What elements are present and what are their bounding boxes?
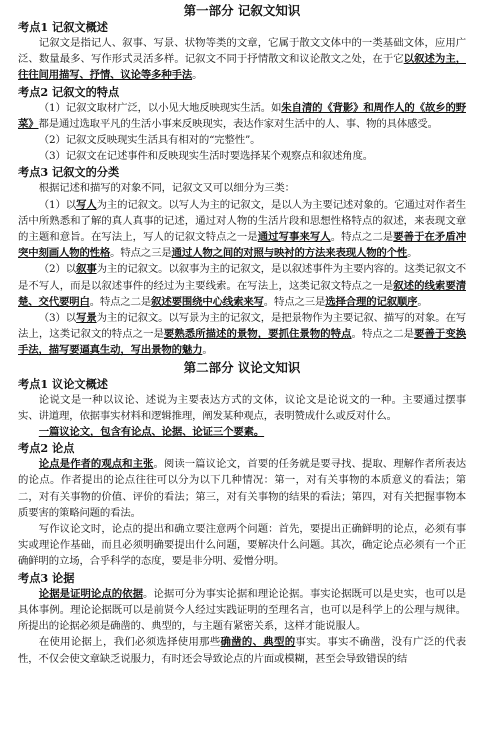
key-point: 要善于在矛盾冲突中刻画人物的性格	[18, 231, 467, 260]
text: （1）以	[38, 198, 77, 211]
part1-s2-item3: （3）记叙文在记述事件和反映现实生活时要选择某个观察点和叙述角度。	[38, 150, 373, 163]
key-point: 通过人物之间的对照与映衬的方法来表现人物的个性	[171, 247, 408, 260]
key-point: 要善于变换手法，描写要逼真生动，写出景物的魅力	[18, 328, 467, 357]
key-point: 选择合理的记叙顺序	[325, 295, 418, 308]
text: 。阅读一篇议论文，首要的任务就是要寻找、提取、理解作者所表达的论点。作者提出的论点往往可以分为以下几种情况：第一，对有关事物的本质意义的看法；第二，对有关事物的价值、评价的看法；第三，对有关事物的结果的看法；第四，对有关把握事物本质要害的策略问题的看法。	[18, 458, 466, 519]
part2-s1-heading: 考点1 议论文概述	[18, 376, 108, 391]
text: 。论据可分为事实论据和理论论据。事实论据既可以是史实，也可以是具体事例。理论论据既可以是前贤今人经过实践证明的至理名言，也可以是科学上的公理与规律。所提出的论据必须是确凿的、典型的，与主题有紧密关系，这样才能说服人。	[18, 587, 466, 633]
key-point: 确凿的、典型的	[220, 636, 296, 649]
part1-s1-paragraph	[18, 35, 466, 84]
text: 。	[192, 69, 203, 82]
text: 为主的记叙文。以写景为主的记叙文，是把景物作为主要记叙、描写的对象。在写法上，这类记叙文的特点之一是	[18, 312, 467, 341]
part1-title: 第一部分 记叙文知识	[183, 3, 301, 18]
part2-s3-paragraph1	[18, 586, 466, 635]
key-point: 论点是作者的观点和主张	[38, 458, 154, 471]
part2-s3-heading: 考点3 论据	[18, 570, 75, 585]
text: （1）记叙文取材广泛，以小见大地反映现实生活。如	[38, 101, 282, 114]
text: 。特点之二是	[89, 295, 152, 308]
text: 为主的记叙文。以写人为主的记叙文，是以人为主要记述对象的。它通过对作者生活中所熟悉和了解的真人真事的记述，通过对人物的生活片段和思想性格特点的叙述，来表现文章的主题和意旨。在写法上，写人的记叙文特点之一是	[18, 198, 467, 244]
key-point: 叙事	[76, 263, 97, 276]
part1-s2-heading: 考点2 记叙文的特点	[18, 84, 120, 99]
part2-s2-heading: 考点2 论点	[18, 441, 75, 456]
text: 事实。事实不确凿，没有广泛的代表性，不仅会使文章缺乏说服力，有时还会导致论点的片面或模糊，甚至会导致错误的结	[18, 636, 466, 665]
part2-s1-key-point: 一篇议论文，包含有论点、论据、论证三个要素。	[38, 426, 265, 439]
text: 都是通过选取平凡的生活小事来反映现实，表达作家对生活中的人、事、物的具体感受。	[38, 117, 438, 130]
text: 。特点之三是	[263, 295, 326, 308]
key-point: 朱自清的《背影》和周作人的《故乡的野菜》	[18, 101, 466, 130]
text: 。	[407, 247, 418, 260]
key-point: 写人	[76, 198, 97, 211]
part1-s2-item1	[18, 100, 466, 132]
part1-s1-heading: 考点1 记叙文概述	[18, 20, 108, 34]
key-point: 要熟悉所描述的景物，要抓住景物的特点	[163, 328, 352, 341]
part2-s2-paragraph2: 写作议论文时，论点的提出和确立要注意两个问题：首先，要提出正确鲜明的论点，必须有事实或理论作基础，而且必须明确要提出什么问题，要解决什么问题。其次，确定论点必须有一个正确鲜明的立场，合乎科学的态度，要是非分明、爱憎分明。	[18, 523, 466, 568]
part1-s3-item2	[18, 261, 466, 310]
part2-title: 第二部分 议论文知识	[183, 359, 301, 375]
text: 。	[417, 295, 428, 308]
part1-s2-item2: （2）记叙文反映现实生活具有相对的“完整性”。	[38, 134, 261, 147]
text: 。特点之三是	[110, 247, 172, 260]
part1-s3-item3	[18, 310, 466, 359]
key-point: 以叙述为主，往往间用描写、抒情、议论等多种手法	[18, 53, 466, 82]
part1-s3-intro: 根据记述和描写的对象不同，记叙文又可以细分为三类：	[38, 182, 295, 195]
text: （3）以	[38, 312, 77, 325]
part2-s1-paragraph: 论说文是一种以议论、述说为主要表达方式的文体，议论文是论说文的一种。主要通过摆事实、讲道理，依据事实材料和逻辑推理，阐发某种观点，表明赞成什么或反对什么。	[18, 393, 466, 422]
key-point: 叙述的线索要清楚、交代要明白	[18, 279, 466, 308]
text: 为主的记叙文。以叙事为主的记叙文，是以叙述事件为主要内容的。这类记叙文不是不写人，而是以叙述事件的经过为主要线索。在写法上，这类记叙文特点之一是	[18, 263, 467, 292]
text: 。	[202, 344, 213, 357]
key-point: 通过写事来写人	[257, 231, 331, 244]
part2-s3-paragraph2	[18, 634, 466, 666]
key-point: 论据是证明论点的依据	[38, 587, 144, 600]
part1-s3-heading: 考点3 记叙文的分类	[18, 165, 120, 180]
text: 。特点之二是	[351, 328, 415, 341]
key-point: 叙述要围绕中心线索来写	[151, 295, 264, 308]
part2-s2-paragraph1	[18, 456, 466, 521]
key-point: 写景	[76, 312, 97, 325]
text: （2）以	[38, 263, 77, 276]
text: 记叙文是指记人、叙事、写景、状物等类的文章，它属于散文文体中的一类基础文体，应用广泛、数量最多、写作形式灵活多样。记叙文不同于抒情散文和议论散文之处，在于它	[18, 37, 466, 66]
part1-s3-item1	[18, 197, 466, 262]
text: 在使用论据上，我们必须选择使用那些	[38, 636, 221, 649]
text: 。特点之二是	[330, 231, 394, 244]
